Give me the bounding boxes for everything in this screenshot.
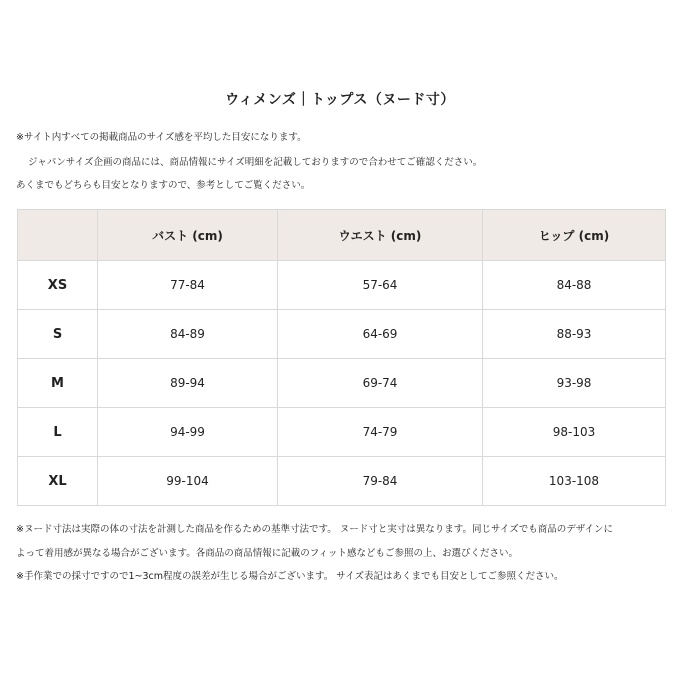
bust-value: 84-89	[98, 310, 278, 359]
table-row	[18, 261, 666, 310]
bottom-note: ※手作業での採寸ですので1~3cm程度の誤差が生じる場合がございます。 サイズ表記はあくまでも目安としてご参照ください。	[16, 571, 564, 582]
top-note: あくまでもどちらも目安となりますので、参考としてご覧ください。	[16, 180, 311, 191]
header-size	[18, 210, 98, 261]
size-label: L	[18, 408, 98, 457]
hip-value: 98-103	[483, 408, 666, 457]
hip-value: 103-108	[483, 457, 666, 506]
top-note: ジャパンサイズ企画の商品には、商品情報にサイズ明細を記載しておりますので合わせてご確認ください。	[28, 157, 483, 168]
page-title: ウィメンズ｜トップス（ヌード寸）	[225, 92, 455, 108]
hip-value: 93-98	[483, 359, 666, 408]
header-waist: ウエスト (cm)	[278, 210, 483, 261]
bust-value: 99-104	[98, 457, 278, 506]
bottom-note: よって着用感が異なる場合がございます。各商品の商品情報に記載のフィット感などもご参照の上、お選びください。	[16, 548, 518, 559]
waist-value: 64-69	[278, 310, 483, 359]
table-row	[18, 408, 666, 457]
table-row	[18, 359, 666, 408]
waist-value: 69-74	[278, 359, 483, 408]
size-label: S	[18, 310, 98, 359]
hip-value: 88-93	[483, 310, 666, 359]
size-label: XL	[18, 457, 98, 506]
waist-value: 57-64	[278, 261, 483, 310]
bust-value: 77-84	[98, 261, 278, 310]
hip-value: 84-88	[483, 261, 666, 310]
header-bust: バスト (cm)	[98, 210, 278, 261]
table-row	[18, 457, 666, 506]
bottom-note: ※ヌード寸法は実際の体の寸法を計測した商品を作るための基準寸法です。 ヌード寸と実寸は異なります。同じサイズでも商品のデザインに	[16, 524, 614, 535]
bust-value: 94-99	[98, 408, 278, 457]
size-table	[17, 209, 666, 506]
header-hip: ヒップ (cm)	[483, 210, 666, 261]
top-note: ※サイト内すべての掲載商品のサイズ感を平均した目安になります。	[16, 132, 307, 143]
table-row	[18, 310, 666, 359]
table-header-row	[18, 210, 666, 261]
waist-value: 74-79	[278, 408, 483, 457]
size-label: XS	[18, 261, 98, 310]
bust-value: 89-94	[98, 359, 278, 408]
size-label: M	[18, 359, 98, 408]
waist-value: 79-84	[278, 457, 483, 506]
